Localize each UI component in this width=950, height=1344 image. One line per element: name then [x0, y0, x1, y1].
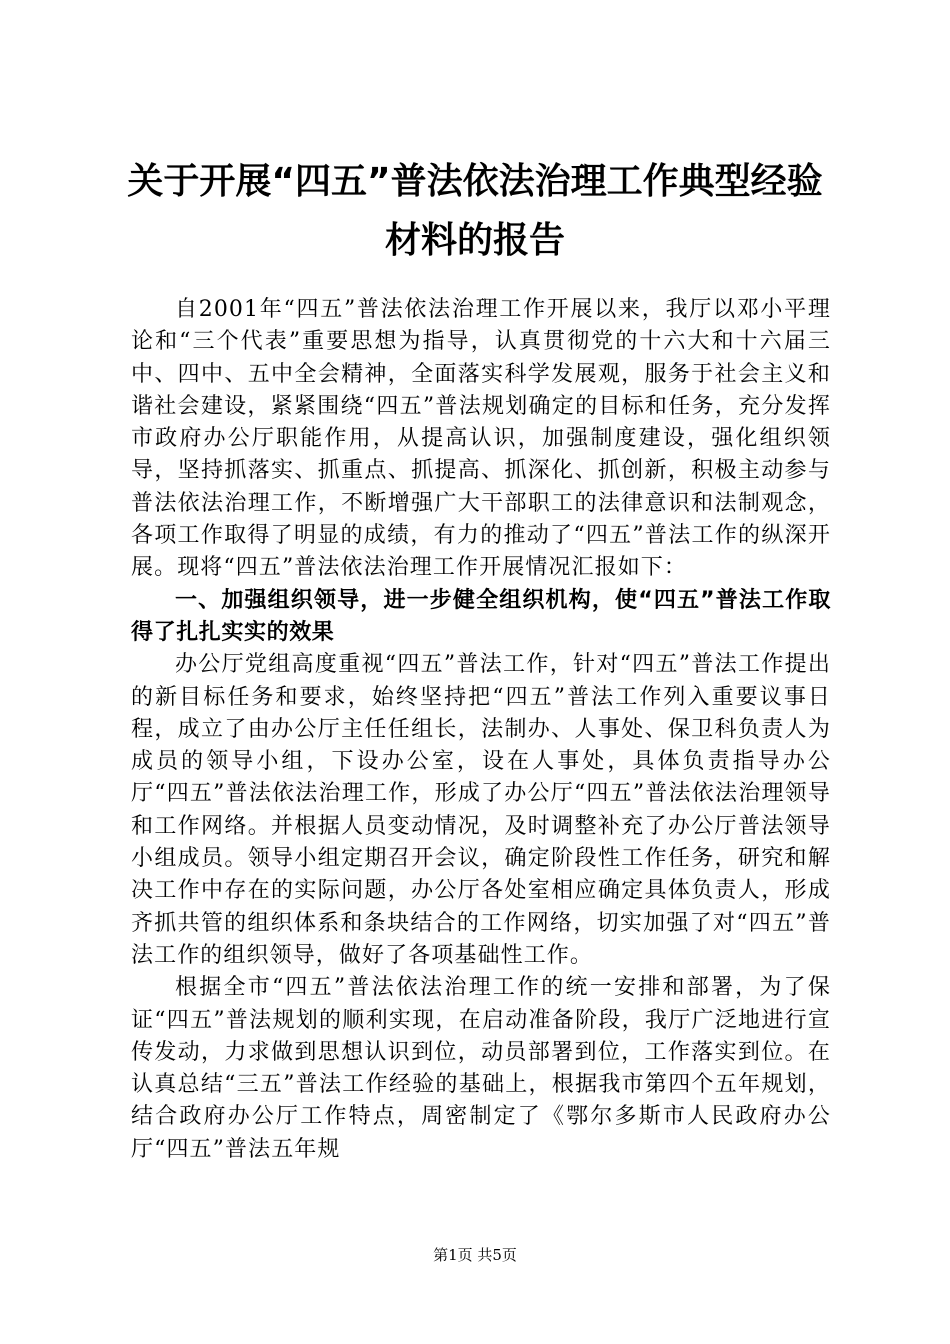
document-title-line1: 关于开展“四五”普法依法治理工作典型经验: [127, 161, 823, 202]
document-body: [131, 294, 831, 1166]
section-heading-1: 一、加强组织领导，进一步健全组织机构，使“四五”普法工作取得了扎扎实实的效果: [131, 587, 831, 645]
paragraph-planning: 根据全市“四五”普法依法治理工作的统一安排和部署，为了保证“四五”普法规划的顺利实现，在启动准备阶段，我厅广泛地进行宣传发动，力求做到思想认识到位，动员部署到位，工作落实到位。在认真总结“三五”普法工作经验的基础上，根据我市第四个五年规划，结合政府办公厅工作特点，周密制定了《鄂尔多斯市人民政府办公厅“四五”普法五年规: [131, 975, 831, 1162]
paragraph-organization: 办公厅党组高度重视“四五”普法工作，针对“四五”普法工作提出的新目标任务和要求，始终坚持把“四五”普法工作列入重要议事日程，成立了由办公厅主任任组长，法制办、人事处、保卫科负责人为成员的领导小组，下设办公室，设在人事处，具体负责指导办公厅“四五”普法依法治理工作，形成了办公厅“四五”普法依法治理领导和工作网络。并根据人员变动情况，及时调整补充了办公厅普法领导小组成员。领导小组定期召开会议，确定阶段性工作任务，研究和解决工作中存在的实际问题，办公厅各处室相应确定具体负责人，形成齐抓共管的组织体系和条块结合的工作网络，切实加强了对“四五”普法工作的组织领导，做好了各项基础性工作。: [131, 652, 831, 968]
paragraph-intro: 自2001年“四五”普法依法治理工作开展以来，我厅以邓小平理论和“三个代表”重要思想为指导，认真贯彻党的十六大和十六届三中、四中、五中全会精神，全面落实科学发展观，服务于社会主义和谐社会建设，紧紧围绕“四五”普法规划确定的目标和任务，充分发挥市政府办公厅职能作用，从提高认识，加强制度建设，强化组织领导，坚持抓落实、抓重点、抓提高、抓深化、抓创新，积极主动参与普法依法治理工作，不断增强广大干部职工的法律意识和法制观念，各项工作取得了明显的成绩，有力的推动了“四五”普法工作的纵深开展。现将“四五”普法依法治理工作开展情况汇报如下：: [131, 297, 831, 581]
page-footer: 第1页 共5页: [433, 1246, 517, 1264]
document-title-line2: 材料的报告: [384, 220, 565, 261]
